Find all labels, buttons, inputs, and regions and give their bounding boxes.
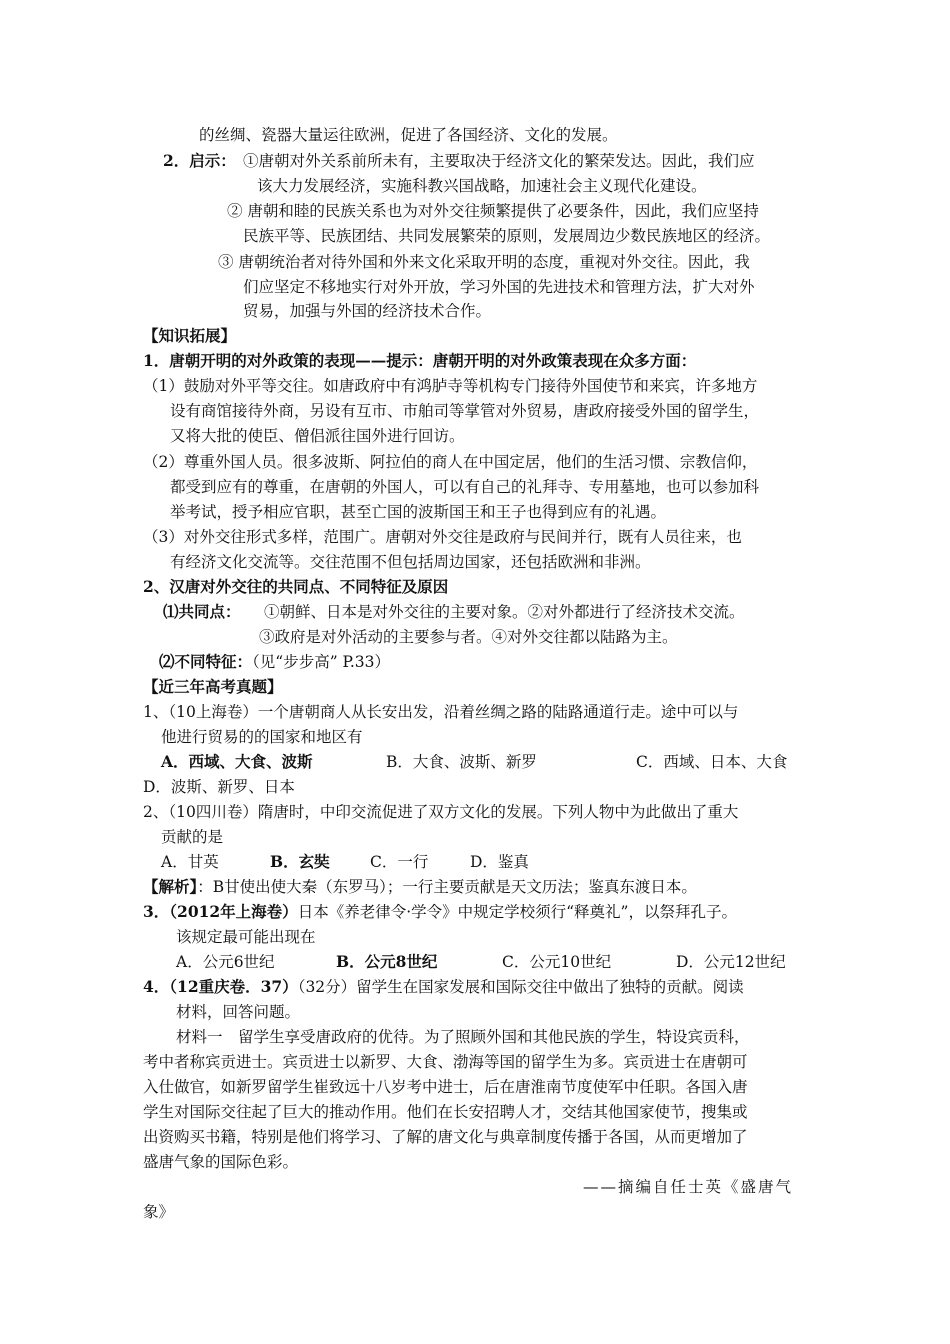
question-line <box>143 976 744 998</box>
text-line: （3）对外交往形式多样，范围广。唐朝对外交往是政府与民间并行，既有人员往来，也 <box>143 528 742 546</box>
diff-line <box>159 651 390 673</box>
text-line: ② 唐朝和睦的民族关系也为对外交往频繁提供了必要条件，因此，我们应坚持 <box>227 202 759 220</box>
option-c: C．西域、日本、大食 <box>636 753 788 771</box>
question-number: 3．（2012年上海卷） <box>143 902 298 921</box>
text-line: 举考试，授予相应官职，甚至亡国的波斯国王和王子也得到应有的礼遇。 <box>170 503 667 521</box>
option-c: C．一行 <box>370 853 429 871</box>
section-heading: 【知识拓展】 <box>143 326 237 345</box>
text-line: 民族平等、民族团结、共同发展繁荣的原则，发展周边少数民族地区的经济。 <box>243 227 771 245</box>
text-line: 们应坚定不移地实行对外开放，学习外国的先进技术和管理方法，扩大对外 <box>243 278 755 296</box>
text-line: 设有商馆接待外商，另设有互市、市舶司等掌管对外贸易，唐政府接受外国的留学生， <box>170 402 760 420</box>
option-d: D．波斯、新罗、日本 <box>143 778 295 796</box>
material-line: 出资购买书籍，特别是他们将学习、了解的唐文化与典章制度传播于各国，从而更增加了 <box>143 1128 748 1146</box>
text-line: 该规定最可能出现在 <box>176 928 316 946</box>
section-heading: 【近三年高考真题】 <box>143 677 283 696</box>
option-d: D．公元12世纪 <box>676 953 786 971</box>
item-title: 1．唐朝开明的对外政策的表现——提示：唐朝开明的对外政策表现在众多方面： <box>143 351 697 370</box>
option-b: B．大食、波斯、新罗 <box>386 753 537 771</box>
text-line: ③政府是对外活动的主要参与者。④对外交往都以陆路为主。 <box>259 628 678 646</box>
text-line: 材料，回答问题。 <box>176 1003 301 1021</box>
material-line: 入仕做官，如新罗留学生崔致远十八岁考中进士，后在唐淮南节度使军中任职。各国入唐 <box>143 1078 748 1096</box>
question-number: 4．（12重庆卷．37） <box>143 977 298 996</box>
material-line: 材料一 留学生享受唐政府的优待。为了照顾外国和其他民族的学生，特设宾贡科， <box>176 1028 750 1046</box>
text-line: 又将大批的使臣、僧侣派往国外进行回访。 <box>170 427 465 445</box>
text-line: （2）尊重外国人员。很多波斯、阿拉伯的商人在中国定居，他们的生活习惯、宗教信仰， <box>143 453 758 471</box>
material-line: 学生对国际交往起了巨大的推动作用。他们在长安招聘人才，交结其他国家使节，搜集或 <box>143 1103 748 1121</box>
text-line: ③ 唐朝统治者对待外国和外来文化采取开明的态度，重视对外交往。因此，我 <box>218 253 750 271</box>
text-line: （1）鼓励对外平等交往。如唐政府中有鸿胪寺等机构专门接待外国使节和来宾，许多地方 <box>143 377 758 395</box>
source-citation: 象》 <box>143 1203 175 1221</box>
option-a: A．西域、大食、波斯 <box>161 752 313 771</box>
qishi-label: 2．启示： <box>163 151 236 170</box>
option-c: C．公元10世纪 <box>502 953 612 971</box>
question-text: 日本《养老律令·学令》中规定学校须行“释奠礼”，以祭拜孔子。 <box>297 903 737 921</box>
question-text: （32分）留学生在国家发展和国际交往中做出了独特的贡献。阅读 <box>297 978 744 996</box>
option-d: D．鉴真 <box>470 853 529 871</box>
text-line: 有经济文化交流等。交往范围不但包括周边国家，还包括欧洲和非洲。 <box>170 553 651 571</box>
question-line <box>143 901 737 923</box>
text-line: 贸易，加强与外国的经济技术合作。 <box>243 302 492 320</box>
analysis-line <box>143 876 697 898</box>
text-line: 贡献的是 <box>161 828 224 846</box>
material-line: 考中者称宾贡进士。宾贡进士以新罗、大食、渤海等国的留学生为多。宾贡进士在唐朝可 <box>143 1053 748 1071</box>
common-label: ⑴共同点： <box>163 602 241 621</box>
analysis-text: ：B甘使出使大秦（东罗马）；一行主要贡献是天文历法；鉴真东渡日本。 <box>197 878 697 896</box>
option-a: A．甘英 <box>161 853 219 871</box>
option-b: B．公元8世纪 <box>336 952 438 971</box>
source-citation: ——摘编自任士英《盛唐气 <box>583 1178 794 1196</box>
material-line: 盛唐气象的国际色彩。 <box>143 1153 299 1171</box>
diff-text: （见“步步高” P.33） <box>252 653 390 671</box>
text-line: 该大力发展经济，实施科教兴国战略，加速社会主义现代化建设。 <box>257 177 707 195</box>
option-b: B．玄奘 <box>270 852 330 871</box>
analysis-label: 【解析】 <box>143 877 198 896</box>
text-line: 1、（10上海卷）一个唐朝商人从长安出发，沿着丝绸之路的陆路通道行走。途中可以与 <box>143 703 739 721</box>
text-line: 的丝绸、瓷器大量运往欧洲，促进了各国经济、文化的发展。 <box>199 126 618 144</box>
option-a: A．公元6世纪 <box>176 953 275 971</box>
text-line: ①朝鲜、日本是对外交往的主要对象。②对外都进行了经济技术交流。 <box>264 603 745 621</box>
text-line: 都受到应有的尊重，在唐朝的外国人，可以有自己的礼拜寺、专用墓地，也可以参加科 <box>170 478 760 496</box>
item-title: 2、汉唐对外交往的共同点、不同特征及原因 <box>143 577 449 596</box>
text-line: 2、（10四川卷）隋唐时，中印交流促进了双方文化的发展。下列人物中为此做出了重大 <box>143 803 739 821</box>
text-line: ①唐朝对外关系前所未有，主要取决于经济文化的繁荣发达。因此，我们应 <box>243 152 755 170</box>
diff-label: ⑵不同特征： <box>159 652 253 671</box>
text-line: 他进行贸易的的国家和地区有 <box>161 728 363 746</box>
